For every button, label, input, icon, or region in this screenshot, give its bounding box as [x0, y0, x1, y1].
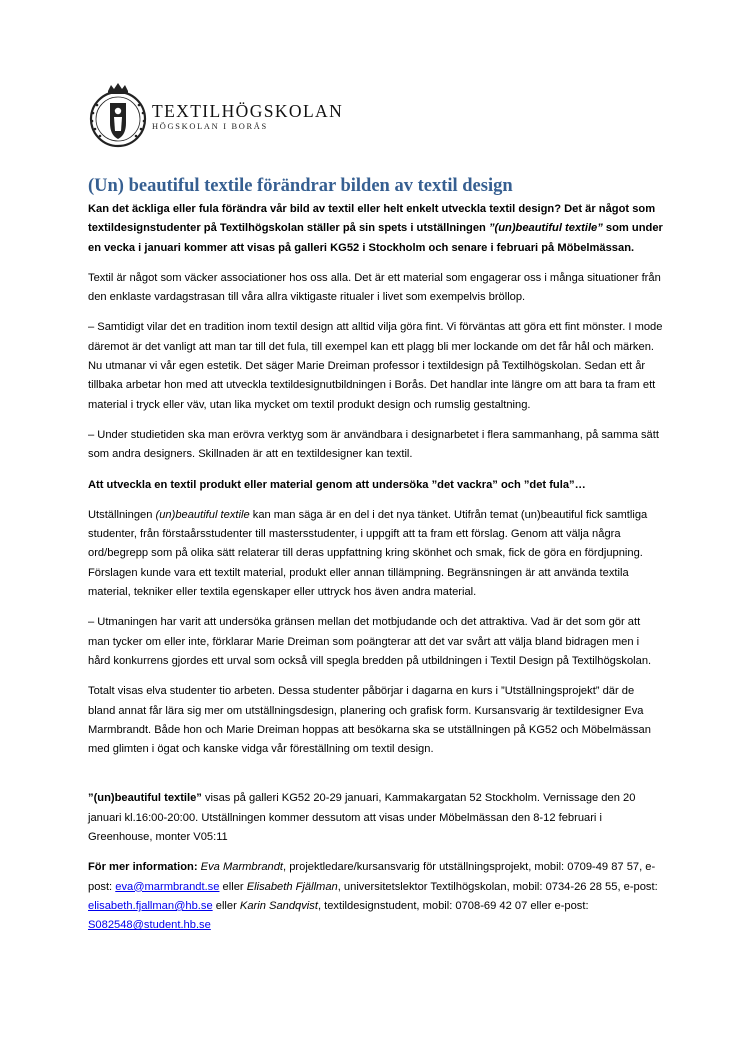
event-details: visas på galleri KG52 20-29 januari, Kammakargatan 52 Stockholm. Vernissage den 20 januari kl.16:00-20:00. Utställningen kommer dessutom att visas under Möbelmässan den 8-12 februari i Greenhouse, monter V05:11: [88, 792, 636, 844]
contact-person-3-info: , textildesignstudent, mobil: 0708-69 42 07 eller e-post:: [317, 899, 589, 912]
paragraph-4-start: Utställningen: [88, 508, 156, 521]
paragraph-4: [88, 506, 663, 602]
email-link-1[interactable]: eva@marmbrandt.se: [115, 880, 220, 893]
contact-person-2: Elisabeth Fjällman: [246, 880, 338, 893]
paragraph-4-end: kan man säga är en del i det nya tänket. Utifrån temat (un)beautiful fick samtliga studenter, från förstaårsstudenter till mastersstudenter, i uppgift att ta fram ett förslag. Genom att välja några ord/begrepp som på olika sätt relaterar till deras uppfattning kring skönhet och smak, fick de göra en fördjupning. Förslagen kunde vara ett textilt material, produkt eller annan tillämpning. Begränsningen är att använda textila material, tekniker eller textila egenskaper eller uttryck hos även andra material.: [88, 508, 648, 599]
contact-person-3: Karin Sandqvist: [239, 899, 318, 912]
paragraph-4-exhibition-name: (un)beautiful textile: [155, 508, 250, 521]
logo-name: TEXTILHÖGSKOLAN: [152, 100, 344, 121]
paragraph-3: – Under studietiden ska man erövra verktyg som är användbara i designarbetet i flera sammanhang, på samma sätt som andra designers. Skillnaden är att en textildesigner kan textil.: [88, 428, 659, 461]
lead-text-start: Kan det äckliga eller fula förändra vår bild av textil eller helt enkelt utveckla textil design? Det är något som textildesignstudenter på Textilhögskolan ställer på sin spets i utställningen: [88, 203, 656, 235]
lead-paragraph: [88, 200, 663, 258]
lead-exhibition-name: ”(un)beautiful textile”: [488, 222, 603, 235]
paragraph-1: Textil är något som väcker associationer hos oss alla. Det är ett material som engagerar oss i många situationer från den enklaste vardagstrasan till våra allra viktigaste ritualer i livet som exempelvis bröllop.: [88, 271, 661, 304]
paragraph-5: – Utmaningen har varit att undersöka gränsen mellan det motbjudande och det attraktiva. Vad är det som gör att man tycker om eller inte, förklarar Marie Dreiman som poängterar att det var svårt att välja bland bidragen men i hård konkurrens gjordes ett urval som också vill spegla bredden på utbildningen i Textil Design på Textilhögskolan.: [88, 616, 652, 667]
paragraph-2: – Samtidigt vilar det en tradition inom textil design att alltid vilja göra fint. Vi förväntas att göra ett fint mönster. I mode däremot är det vanligt att man tar till det fula, till exempel kan ett plagg bli mer lockande om det får hål och märken. Nu utmanar vi vår egen estetik. Det säger Marie Dreiman professor i textildesign på Textilhögskolan. Sedan ett år tillbaka arbetar hon med att utveckla textildesignutbildningen i Borås. Det handlar inte längre om att bara ta fram ett material i tryck eller väv, utan lika mycket om textil produkt design och rumslig gestaltning.: [88, 321, 663, 411]
contact-person-2-info: , universitetslektor Textilhögskolan, mobil: 0734-26 28 55, e-post:: [337, 880, 658, 893]
logo-subtitle: HÖGSKOLAN I BORÅS: [152, 121, 268, 131]
contact-separator-2: eller: [212, 899, 240, 912]
event-info: [88, 789, 663, 847]
paragraph-6: Totalt visas elva studenter tio arbeten. Dessa studenter påbörjar i dagarna en kurs i ”Utställningsprojekt” där de bland annat får lära sig mer om utställningsdesign, planering och grafisk form. Kursansvarig är textildesigner Eva Marmbrandt. Både hon och Marie Dreiman hoppas att besökarna ska se utställningen på KG52 och Möbelmässan med glimten i ögat och kanske vidga vår föreställning om textil design.: [88, 685, 651, 756]
contact-person-1-info: , projektledare/kursansvarig för utställningsprojekt, mobil: 0709-49 87 57, e-post:: [88, 861, 656, 893]
email-link-2[interactable]: elisabeth.fjallman@hb.se: [88, 899, 213, 912]
textilhogskolan-logo: [88, 80, 343, 152]
university-seal-icon: [88, 83, 148, 149]
contact-person-1: Eva Marmbrandt: [200, 861, 284, 874]
contact-separator-1: eller: [219, 880, 247, 893]
article-title: (Un) beautiful textile förändrar bilden av textil design: [88, 176, 513, 196]
article-body: [88, 174, 663, 936]
logo-wordmark: [152, 101, 343, 132]
contact-info: [88, 858, 663, 935]
event-name: ”(un)beautiful textile”: [88, 792, 202, 805]
contact-label: För mer information:: [88, 861, 198, 874]
lead-text-end: som under en vecka i januari kommer att visas på galleri KG52 i Stockholm och senare i februari på Möbelmässan.: [88, 222, 663, 254]
subheading: Att utveckla en textil produkt eller material genom att undersöka ”det vackra” och ”det fula”…: [88, 478, 586, 491]
email-link-3[interactable]: S082548@student.hb.se: [88, 919, 211, 932]
